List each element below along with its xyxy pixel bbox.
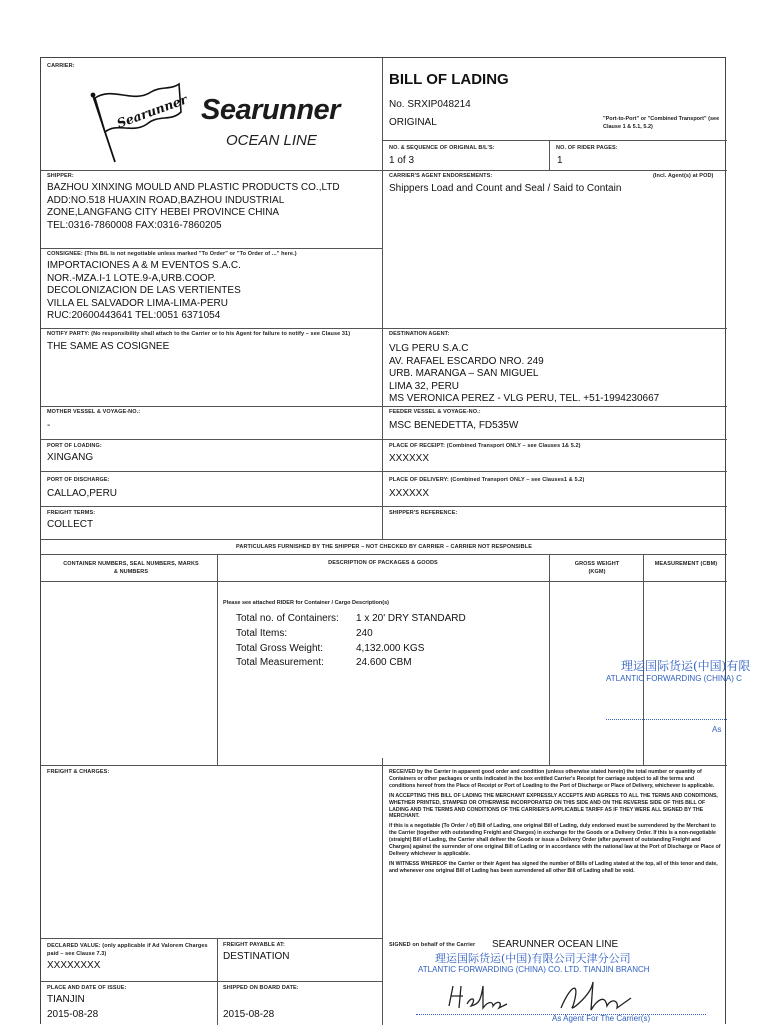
forwarder-stamp-english: ATLANTIC FORWARDING (CHINA) C [606, 674, 742, 683]
tianjin-stamp-chinese: 理运国际货运(中国)有限公司天津分公司 [435, 952, 631, 965]
shipper-line: BAZHOU XINXING MOULD AND PLASTIC PRODUCTS CO.,LTD [47, 182, 340, 193]
place-receipt-value: XXXXXX [389, 453, 430, 464]
divider [382, 758, 383, 1025]
freight-payable-label: FREIGHT PAYABLE AT: [223, 942, 285, 948]
shipper-address [47, 182, 340, 232]
flag-logo-icon [89, 82, 189, 164]
stamp-tail: As [712, 725, 722, 734]
consignee-line: VILLA EL SALVADOR LIMA-LIMA-PERU [47, 297, 228, 309]
consignee-line: RUC:20600443641 TEL:0051 6371054 [47, 310, 221, 322]
signed-label: SIGNED on behalf of the Carrier [389, 942, 476, 948]
divider [549, 140, 550, 170]
agent-line: AV. RAFAEL ESCARDO NRO. 249 [389, 355, 544, 367]
agent-line: URB. MARANGA – SAN MIGUEL [389, 368, 539, 380]
port-note: "Port-to-Port" or "Combined Transport" (see Clause 1 & 5.1, 5.2) [603, 116, 720, 130]
col-header-measurement: MEASUREMENT (CBM) [654, 561, 718, 567]
endorsements-value: Shippers Load and Count and Seal / Said to Contain [389, 183, 622, 194]
terms-text [389, 769, 721, 939]
goods-row-label: Total Measurement: [236, 657, 324, 668]
tianjin-stamp-english: ATLANTIC FORWARDING (CHINA) CO. LTD. TIANJIN BRANCH [418, 965, 650, 974]
goods-row-value: 1 x 20' DRY STANDARD [356, 613, 466, 624]
endorsements-note: (Incl. Agent(s) at POD) [653, 173, 714, 179]
terms-paragraph: RECEIVED by the Carrier in apparent good order and condition (unless otherwise stated herein) the total number or quantity of Containers or other packages or units indicated in the box entitled Carrier's Receipt for carriage subject to all the terms and conditions hereof from the Place of Receipt or Port of Loading to the Port of Discharge or Place of Delivery, whichever is applicable. [389, 769, 715, 789]
shipper-label: SHIPPER: [47, 173, 74, 179]
forwarder-stamp-chinese: 理运国际货运(中国)有限 [621, 659, 751, 673]
terms-paragraph: IN ACCEPTING THIS BILL OF LADING THE MERCHANT EXPRESSLY ACCEPTS AND AGREES TO ALL THE TERMS AND CONDITIONS, WHETHER PRINTED, STAMPED OR OTHERWISE INCORPORATED ON THIS SIDE AND ON THE REVERSE SIDE OF THIS BILL OF LADING AND THE TERMS AND CONDITIONS OF THE CARRIER'S APPLICABLE TARIFF AS IF THEY WERE ALL SIGNED BY THE MERCHANT. [389, 792, 718, 820]
goods-row-label: Total Gross Weight: [236, 643, 324, 654]
divider [382, 58, 383, 539]
originals-value: 1 of 3 [389, 155, 415, 166]
freight-terms-value: COLLECT [47, 519, 94, 530]
divider [549, 554, 550, 765]
goods-row-label: Total Items: [236, 628, 288, 639]
signed-carrier: SEARUNNER OCEAN LINE [492, 939, 619, 950]
col-header-weight: GROSS WEIGHT (KGM) [574, 561, 620, 575]
destination-agent-label: DESTINATION AGENT: [389, 331, 450, 337]
place-receipt-label: PLACE OF RECEIPT: (Combined Transport ONLY – see Clauses 1& 5.2) [389, 443, 581, 449]
declared-value-value: XXXXXXXX [47, 960, 101, 971]
notify-value: THE SAME AS COSIGNEE [47, 341, 170, 352]
consignee-line: NOR.-MZA.I-1 LOTE.9-A,URB.COOP. [47, 272, 216, 284]
port-loading-label: PORT OF LOADING: [47, 443, 102, 449]
rider-note: Please see attached RIDER for Container / Cargo Description(s) [223, 600, 389, 606]
port-discharge-value: CALLAO,PERU [47, 488, 118, 499]
freight-charges-label: FREIGHT & CHARGES: [47, 769, 110, 775]
bl-number: No. SRXIP048214 [389, 99, 471, 110]
divider [41, 406, 727, 407]
originals-label: NO. & SEQUENCE OF ORIGINAL B/L'S: [389, 145, 495, 151]
divider [41, 938, 382, 939]
shipper-reference-label: SHIPPER'S REFERENCE: [389, 510, 458, 516]
bl-type: ORIGINAL [389, 117, 437, 128]
signature-mark [441, 976, 671, 1016]
endorsements-label: CARRIER'S AGENT ENDORSEMENTS: [389, 173, 493, 179]
agent-line: MS VERONICA PEREZ - VLG PERU, TEL. +51-1994230667 [389, 393, 660, 405]
port-loading-value: XINGANG [47, 452, 94, 463]
divider [382, 140, 727, 141]
shipper-line: ZONE,LANGFANG CITY HEBEI PROVINCE CHINA [47, 207, 280, 219]
consignee-line: DECOLONIZACION DE LAS VERTIENTES [47, 285, 241, 297]
goods-row-value: 240 [356, 628, 373, 639]
divider [41, 439, 727, 440]
freight-payable-value: DESTINATION [223, 951, 290, 962]
divider [41, 765, 727, 766]
place-issue-date: 2015-08-28 [47, 1009, 99, 1020]
feeder-vessel-value: MSC BENEDETTA, FD535W [389, 420, 519, 431]
notify-label: NOTIFY PARTY: (No responsibility shall attach to the Carrier or to his Agent for failure to notify – see Clause 31) [47, 331, 351, 337]
terms-paragraph: If this is a negotiable (To Order / of) Bill of Lading, one original Bill of Lading, duly endorsed must be surrendered by the Merchant to the Carrier (together with outstanding Freight and Charges) in exchange for the Goods or a Delivery Order. If this is a non-negotiable (straight) Bill of Lading, the Carrier shall deliver the Goods or issue a Delivery Order (after payment of outstanding Freight and Charges) against the surrender of one original Bill of Lading or in accordance with the national law at the Port of Discharge or Place of Delivery whichever is applicable. [389, 823, 721, 857]
page-title: BILL OF LADING [389, 71, 509, 88]
flag-text: Searunner [114, 91, 189, 131]
agent-caption: As Agent For The Carrier(s) [552, 1014, 651, 1023]
rider-pages-value: 1 [557, 155, 563, 166]
agent-line: VLG PERU S.A.C [389, 343, 469, 354]
shipper-line: ADD:NO.518 HUAXIN ROAD,BAZHOU INDUSTRIAL [47, 194, 285, 206]
shipped-board-value: 2015-08-28 [223, 1009, 275, 1020]
divider [41, 506, 727, 507]
rider-pages-label: NO. OF RIDER PAGES: [556, 145, 618, 151]
divider [41, 471, 727, 472]
consignee-label: CONSIGNEE: (This B/L is not negotiable unless marked "To Order" or "To Order of ..." here.) [47, 251, 297, 257]
consignee-address [47, 260, 241, 323]
goods-row-value: 24.600 CBM [356, 657, 412, 668]
particulars-banner: PARTICULARS FURNISHED BY THE SHIPPER – NOT CHECKED BY CARRIER – CARRIER NOT RESPONSIBLE [236, 544, 532, 550]
freight-terms-label: FREIGHT TERMS: [47, 510, 96, 516]
destination-agent-address [389, 343, 659, 406]
divider [41, 170, 727, 171]
shipped-board-label: SHIPPED ON BOARD DATE: [223, 985, 299, 991]
place-issue-place: TIANJIN [47, 994, 85, 1005]
carrier-label: CARRIER: [47, 63, 75, 69]
declared-value-label: DECLARED VALUE: (only applicable if Ad Valorem Charges paid – see Clause 7.3) [47, 943, 208, 957]
goods-row-value: 4,132.000 KGS [356, 643, 425, 654]
divider [41, 539, 727, 540]
divider [41, 248, 382, 249]
brand-name: Searunner [201, 94, 340, 126]
stamp-dotted-line [606, 719, 727, 720]
place-delivery-label: PLACE OF DELIVERY: (Combined Transport ONLY – see Clauses1 & 5.2) [389, 477, 585, 483]
divider [217, 554, 218, 765]
divider [41, 554, 727, 555]
divider [41, 328, 727, 329]
goods-row-label: Total no. of Containers: [236, 613, 339, 624]
col-header-description: DESCRIPTION OF PACKAGES & GOODS [328, 560, 438, 566]
mother-vessel-value: - [47, 420, 51, 431]
divider [41, 981, 382, 982]
place-issue-label: PLACE AND DATE OF ISSUE: [47, 985, 127, 991]
feeder-vessel-label: FEEDER VESSEL & VOYAGE-NO.: [389, 409, 481, 415]
agent-line: LIMA 32, PERU [389, 380, 460, 392]
divider [41, 581, 727, 582]
col-header-container: CONTAINER NUMBERS, SEAL NUMBERS, MARKS & NUMBERS [63, 561, 199, 575]
brand-subtitle: OCEAN LINE [226, 132, 317, 149]
port-discharge-label: PORT OF DISCHARGE: [47, 477, 110, 483]
consignee-line: IMPORTACIONES A & M EVENTOS S.A.C. [47, 260, 241, 271]
shipper-line: TEL:0316-7860008 FAX:0316-7860205 [47, 219, 222, 231]
bill-of-lading-document [40, 57, 751, 1024]
mother-vessel-label: MOTHER VESSEL & VOYAGE-NO.: [47, 409, 141, 415]
place-delivery-value: XXXXXX [389, 488, 430, 499]
terms-paragraph: IN WITNESS WHEREOF the Carrier or their Agent has signed the number of Bills of Lading stated at the top, all of this tenor and date, and whenever one original Bill of Lading has been surrendered all other Bill of Lading shall be void. [389, 860, 718, 874]
